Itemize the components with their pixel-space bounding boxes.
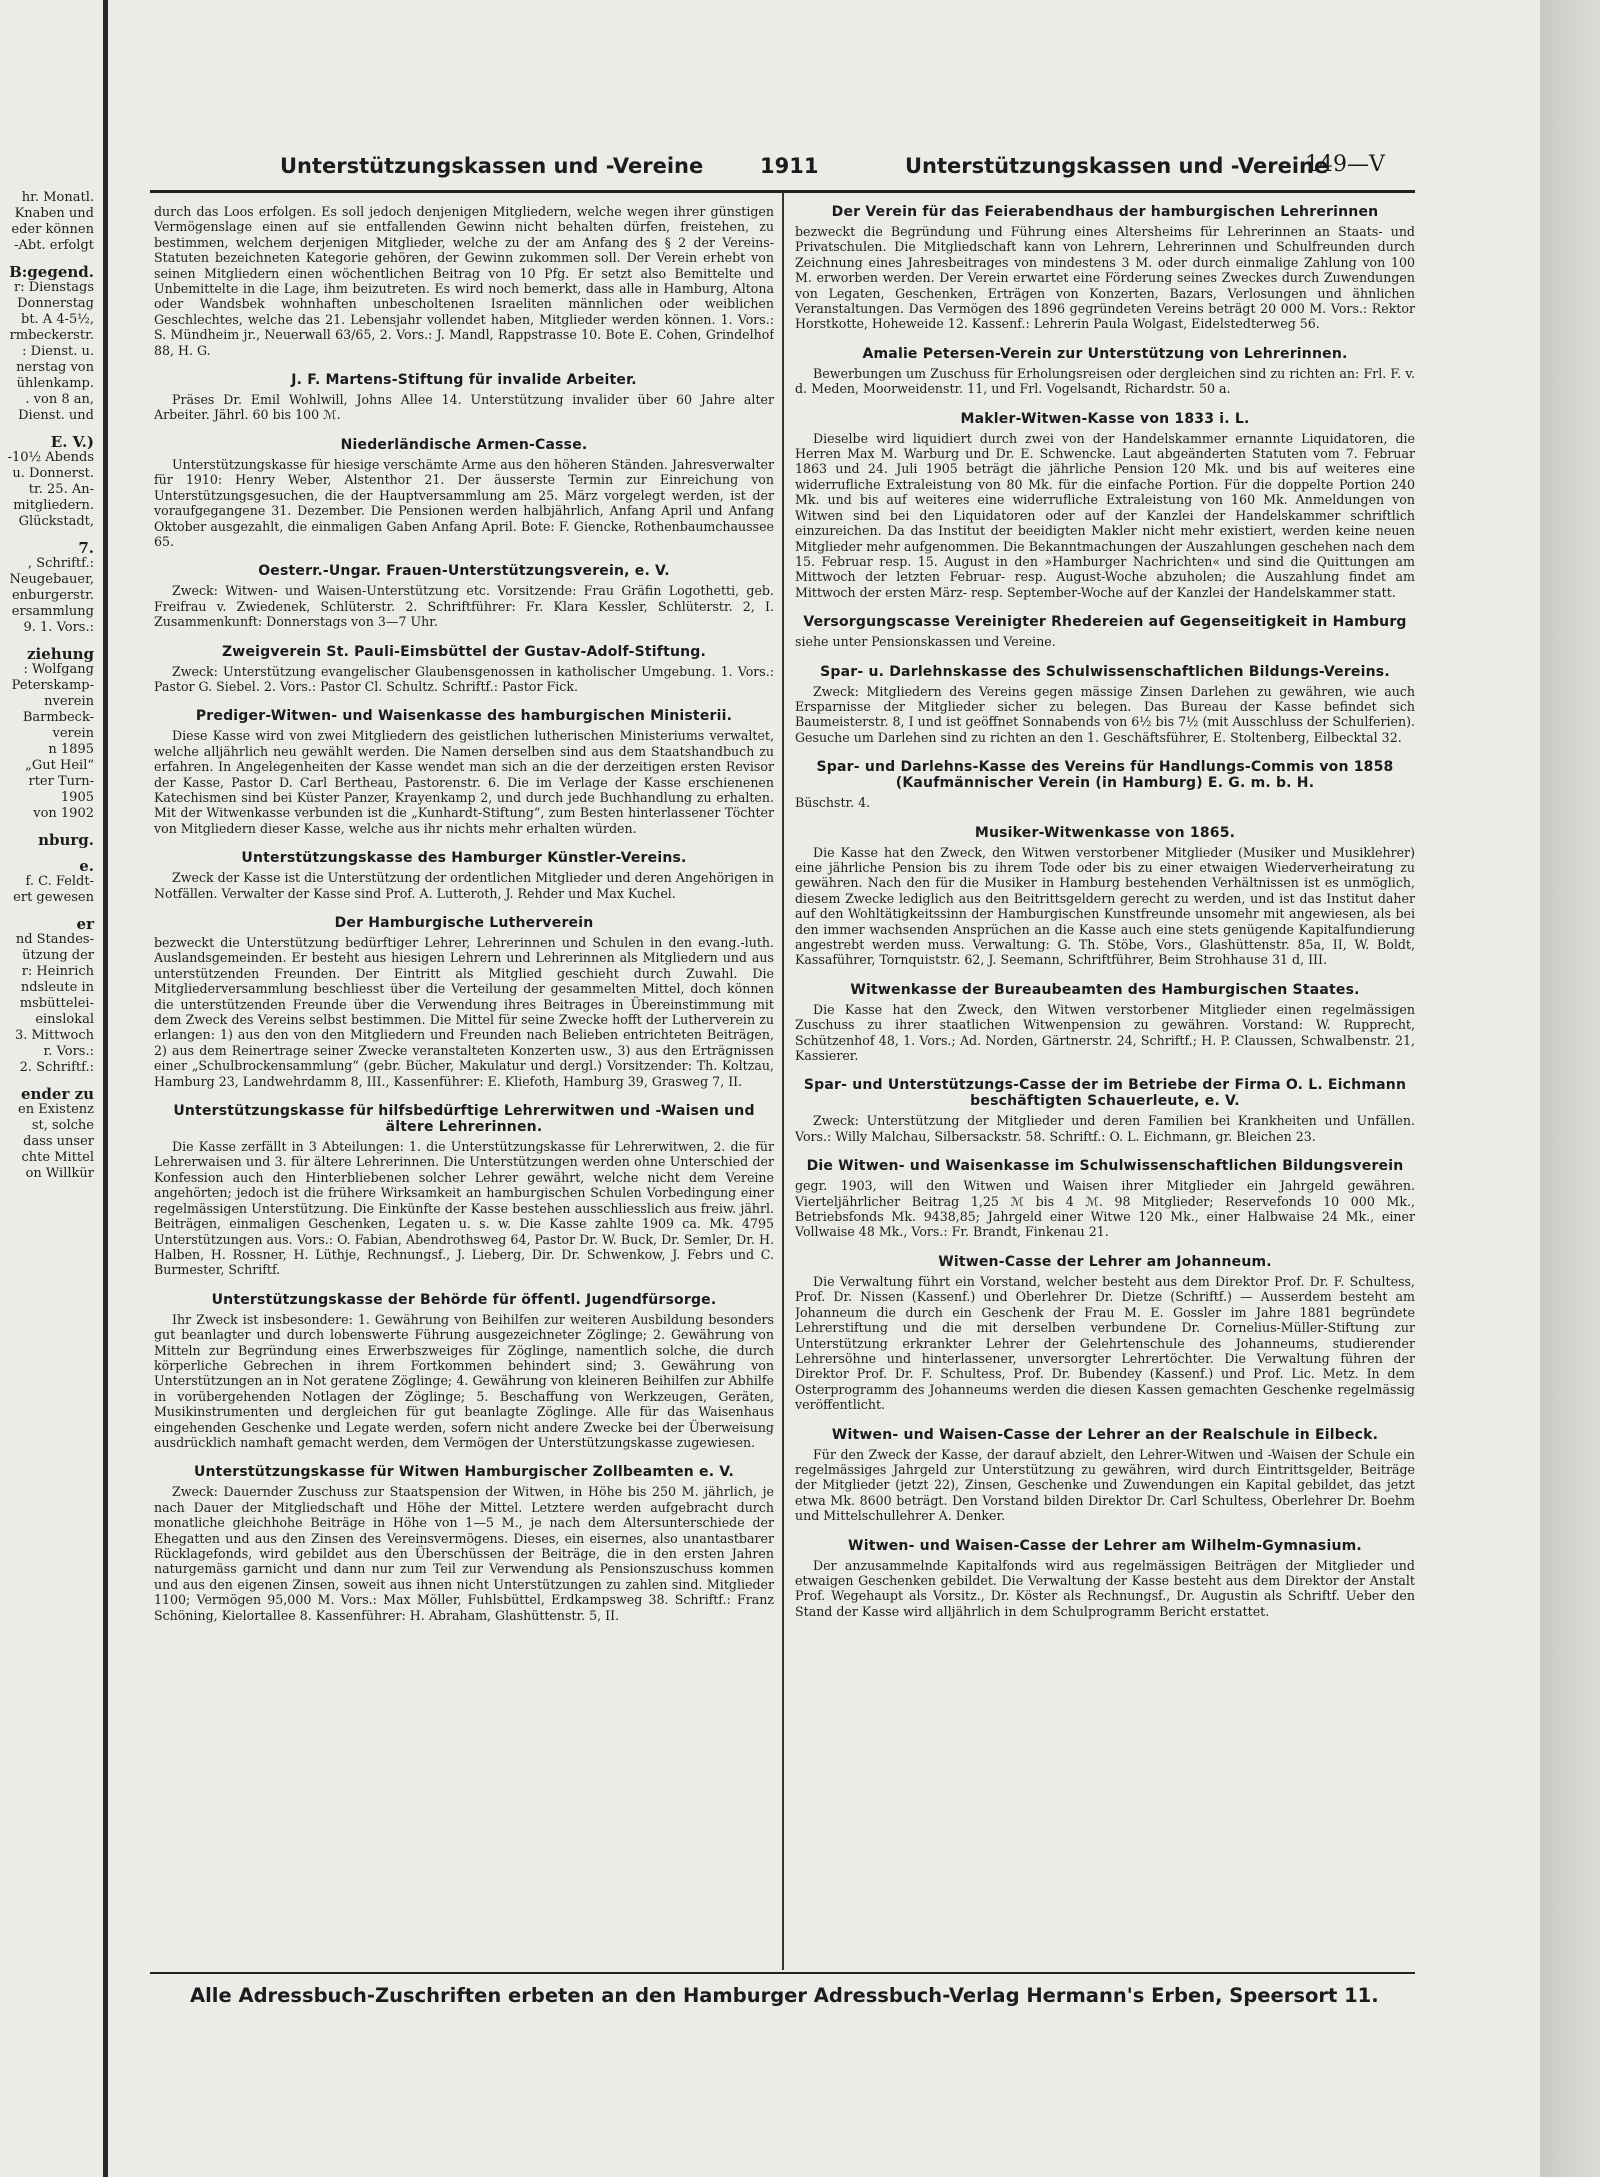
section-title: Witwenkasse der Bureaubeamten des Hamburgischen Staates. bbox=[850, 981, 1360, 998]
fragment-line: enburgerstr. bbox=[11, 588, 94, 603]
fragment-line: verein bbox=[52, 726, 94, 741]
fragment-line: „Gut Heil“ bbox=[25, 758, 94, 773]
fragment-line: 3. Mittwoch bbox=[14, 1028, 94, 1043]
fragment-line: e. bbox=[79, 857, 94, 875]
footer-notice: Alle Adressbuch-Zuschriften erbeten an den Hamburger Adressbuch-Verlag Hermann's Erben, Speersort 11. bbox=[190, 1984, 1379, 2007]
column-divider bbox=[782, 192, 784, 1970]
fragment-line: f. C. Feldt- bbox=[25, 874, 94, 889]
fragment-line: Dienst. und bbox=[18, 408, 94, 423]
section-title: Die Witwen- und Waisenkasse im Schulwissenschaftlichen Bildungsverein bbox=[806, 1158, 1404, 1175]
fragment-line: ndsleute in bbox=[20, 980, 94, 995]
section-text: Zweck: Unterstützung evangelischer Glaubensgenossen in katholischer Umgebung. 1. Vors.: Pastor G. Siebel. 2. Vors.: Pastor Cl. Schultz. Schriftf.: Pastor Fick. bbox=[154, 663, 774, 694]
fragment-line: Glückstadt, bbox=[18, 514, 94, 529]
fragment-line: nd Standes- bbox=[15, 932, 94, 947]
fragment-line: 7. bbox=[78, 539, 94, 557]
section-title: Unterstützungskasse für hilfsbedürftige Lehrerwitwen und -Waisen und ältere Lehrerinnen. bbox=[173, 1103, 755, 1136]
fragment-line: 9. 1. Vors.: bbox=[23, 620, 94, 635]
section-title: Unterstützungskasse der Behörde für öffentl. Jugendfürsorge. bbox=[211, 1291, 717, 1308]
section-title: Spar- und Darlehns-Kasse des Vereins für Handlungs-Commis von 1858 (Kaufmännischer Verein (in Hamburg) E. G. m. b. H. bbox=[816, 759, 1394, 792]
section-title: Der Verein für das Feierabendhaus der hamburgischen Lehrerinnen bbox=[831, 204, 1379, 220]
section-text: Der anzusammelnde Kapitalfonds wird aus regelmässigen Beiträgen der Mitglieder und etwaigen Geschenken gebildet. Die Verwaltung der Kasse besteht aus dem Direktor der Anstalt Prof. Wegehaupt als Vorsitz., Dr. Köster als Rechnungsf., Dr. Augustin als Schriftf. Ueber den Stand der Kasse wird alljährlich in dem Schulprogramm Bericht erstattet. bbox=[795, 1557, 1415, 1619]
section-title: Zweigverein St. Pauli-Eimsbüttel der Gustav-Adolf-Stiftung. bbox=[221, 643, 707, 660]
fragment-line: u. Donnerst. bbox=[12, 466, 94, 481]
fragment-line: E. V.) bbox=[50, 433, 94, 451]
fragment-line: msbüttelei- bbox=[19, 996, 94, 1011]
fragment-line: en Existenz bbox=[18, 1102, 94, 1117]
fragment-line: r. Vors.: bbox=[43, 1044, 94, 1059]
section-title: Unterstützungskasse des Hamburger Künstler-Vereins. bbox=[241, 850, 687, 867]
header-year: 1911 bbox=[760, 154, 819, 178]
footer-rule bbox=[150, 1972, 1415, 1974]
section-text: bezweckt die Unterstützung bedürftiger Lehrer, Lehrerinnen und Schulen in den evang.-luth. Auslandsgemeinden. Er besteht aus hiesigen Lehrern und Lehrerinnen als Mitgliedern und aus unterstützenden Freunden. Der Eintritt als Mitglied geschieht durch Zuwahl. Die Mitgliederversammlung beschliesst über die Verteilung der gesammelten Mittel, doch können die unterstützenden Freunde über die Verwendung ihres Beitrages in Übereinstimmung mit dem Zweck des Vereins selbst bestimmen. Die Mittel für seine Zwecke hofft der Lutherverein zu erlangen: 1) aus den von den Mitgliedern und Freunden nach Belieben entrichteten Beiträgen, 2) aus dem Reinertrage seiner Zwecke veranstalteten Konzerten usw., 3) aus den Erträgnissen einer „Schulbrockensammlung“ (gebr. Bücher, Makulatur und dergl.) Vorsitzender: Th. Koltzau, Hamburg 23, Landwehrdamm 8, III., Kassenführer: E. Kliefoth, Hamburg 39, Grasweg 7, II. bbox=[154, 935, 774, 1089]
section-text: siehe unter Pensionskassen und Vereine. bbox=[795, 634, 1056, 650]
fragment-line: B:gegend. bbox=[9, 263, 94, 281]
binding-fold-line bbox=[103, 0, 108, 2177]
section-text: Zweck: Unterstützung der Mitglieder und deren Familien bei Krankheiten und Unfällen. Vors.: Willy Malchau, Silbersackstr. 58. Schriftf.: O. L. Eichmann, gr. Bleichen 23. bbox=[795, 1113, 1415, 1144]
section-text: Die Kasse hat den Zweck, den Witwen verstorbener Mitglieder (Musiker und Musiklehrer) eine jährliche Pension bis zu ihrem Tode oder bis zu einer etwaigen Wiederverheiratung zu gewähren. Nach den für die Musiker in Hamburg bestehenden Verhältnissen ist es unmöglich, diesem Zwecke lediglich aus den Beitrittsgeldern gerecht zu werden, und ist das Institut daher auf den Wohltätigkeitssinn der Hamburgischen Kunstfreunde unsomehr mit angewiesen, als bei den immer wachsenden Ansprüchen an die Kasse auch eine stets genügende Kapitalfundierung angestrebt werden muss. Verwaltung: G. Th. Stöbe, Vors., Glashüttenstr. 85a, II, W. Boldt, Kassaführer, Tornquiststr. 62, J. Seemann, Schriftführer, Beim Strohhause 31 d, III. bbox=[795, 844, 1415, 968]
section-title: Spar- und Unterstützungs-Casse der im Betriebe der Firma O. L. Eichmann beschäftigten Schauerleute, e. V. bbox=[803, 1077, 1407, 1110]
section-title: Der Hamburgische Lutherverein bbox=[334, 915, 594, 931]
section-text: Für den Zweck der Kasse, der darauf abzielt, den Lehrer-Witwen und -Waisen der Schule ein regelmässiges Jahrgeld zur Unterstützung zu gewähren, wird durch Eintrittsgelder, Beiträge der Mitglieder (jetzt 22), Zinsen, Geschenke und Zuwendungen ein Kapital gebildet, das jetzt etwa Mk. 8600 beträgt. Den Vorstand bilden Direktor Dr. Carl Schultess, Oberlehrer Dr. Boehm und Mittelschullehrer A. Denker. bbox=[795, 1446, 1415, 1524]
fragment-line: dass unser bbox=[23, 1134, 94, 1149]
section-text: Zweck der Kasse ist die Unterstützung der ordentlichen Mitglieder und deren Angehörigen in Notfällen. Verwalter der Kasse sind Prof. A. Lutteroth, J. Rehder und Max Kuchel. bbox=[154, 870, 774, 901]
section-text: Zweck: Witwen- und Waisen-Unterstützung etc. Vorsitzende: Frau Gräfin Logothetti, geb. Freifrau v. Zwiedenek, Schlüterstr. 2. Schriftführer: Fr. Klara Kessler, Schlüterstr. 2, I. Zusammenkunft: Donnerstags von 3—7 Uhr. bbox=[154, 583, 774, 630]
section-text: Büschstr. 4. bbox=[795, 795, 871, 811]
fragment-line: nverein bbox=[44, 694, 94, 709]
fragment-line: r: Dienstags bbox=[13, 280, 94, 295]
section-text: Präses Dr. Emil Wohlwill, Johns Allee 14. Unterstützung invalider über 60 Jahre alter Arbeiter. Jährl. 60 bis 100 ℳ. bbox=[154, 392, 774, 423]
fragment-line: Neugebauer, bbox=[9, 572, 94, 587]
section-text: Die Verwaltung führt ein Vorstand, welcher besteht aus dem Direktor Prof. Dr. F. Schultess, Prof. Dr. Nissen (Kassenf.) und Oberlehrer Dr. Dietze (Schriftf.) — Ausserdem besteht am Johanneum die durch ein Geschenk der Frau M. E. Gossler im Jahre 1881 begründete Lehrerstiftung und die mit derselben verbundene Dr. Cornelius-Müller-Stiftung zur Unterstützung erkrankter Lehrer der Gelehrtenschule des Johanneums, studierender Lehrersöhne und hinterlassener, unversorgter Lehrertöchter. Die Verwaltung führen der Direktor Prof. Dr. F. Schultess, Prof. Dr. Bubendey (Kassenf.) und Prof. Lic. Metz. In dem Osterprogramm des Johanneums werden die diesen Kassen gemachten Geschenke regelmässig veröffentlicht. bbox=[795, 1273, 1415, 1413]
section-text: Unterstützungskasse für hiesige verschämte Arme aus den höheren Ständen. Jahresverwalter für 1910: Henry Weber, Alstenthor 21. Der äusserste Termin zur Einreichung von Unterstützungsgesuchen, die der Hauptversammlung am 25. März vorgelegt werden, ist der voraufgegangene 31. Dezember. Die Pensionen werden halbjährlich, Anfang April und Anfang Oktober ausgezahlt, die einmaligen Gaben Anfang April. Bote: F. Giencke, Rothenbaumchaussee 65. bbox=[154, 456, 774, 549]
fragment-line: Knaben und bbox=[14, 206, 94, 221]
section-text: durch das Loos erfolgen. Es soll jedoch denjenigen Mitgliedern, welche wegen ihrer günstigen Vermögenslage einen auf sie entfallenden Gewinn nicht behalten dürfen, freistehen, zu bestimmen, welchem derjenigen Mitglieder, welche zu der am Anfang des § 2 der Vereins-Statuten bezeichneten Kategorie gehören, der Gewinn zukommen soll. Der Verein erhebt von seinen Mitgliedern einen wöchentlichen Beitrag von 10 Pfg. Er setzt also Bemittelte und Unbemittelte in die Lage, ihm beizutreten. Es wird noch bemerkt, dass alle in Hamburg, Altona oder Wandsbek wohnhaften unbescholtenen Israeliten männlichen oder weiblichen Geschlechtes, welche das 21. Lebensjahr vollendet haben, Mitglieder werden können. 1. Vors.: S. Mündheim jr., Neuerwall 63/65, 2. Vors.: J. Mandl, Rappstrasse 10. Bote E. Cohen, Grindelhof 88, H. G. bbox=[154, 204, 774, 358]
fragment-line: rter Turn- bbox=[28, 774, 94, 789]
fragment-line: eder können bbox=[11, 222, 94, 237]
left-page-fragment bbox=[0, 190, 100, 1990]
section-text: Dieselbe wird liquidiert durch zwei von der Handelskammer ernannte Liquidatoren, die Herren Max M. Warburg und Dr. E. Schwencke. Laut abgeänderten Statuten vom 7. Februar 1863 und 24. Juli 1905 beträgt die jährliche Pension 120 Mk. und bis auf weiteres eine widerrufliche Extraleistung von 80 Mk. für die einfache Portion. Für die doppelte Portion 240 Mk. und bis auf weiteres eine widerrufliche Extraleistung von 160 Mk. Anmeldungen von Witwen sind bei den Liquidatoren oder auf der Kanzlei der Handelskammer schriftlich einzureichen. Da das Institut der beeidigten Makler nicht mehr existiert, werden keine neuen Mitglieder mehr aufgenommen. Die Bekanntmachungen der Auszahlungen geschehen nach dem 15. Februar resp. 15. August in den »Hamburger Nachrichten« und sind die Quittungen am Mittwoch der letzten Februar- resp. August-Woche abzuholen; die Auszahlung findet am Mittwoch der ersten März- resp. September-Woche auf der Kanzlei der Handelskammer statt. bbox=[795, 430, 1415, 600]
section-title: J. F. Martens-Stiftung für invalide Arbeiter. bbox=[291, 372, 637, 389]
section-title: Niederländische Armen-Casse. bbox=[340, 436, 588, 453]
fragment-line: , Schriftf.: bbox=[27, 556, 94, 571]
fragment-line: n 1895 bbox=[48, 742, 94, 757]
fragment-line: nburg. bbox=[38, 831, 94, 849]
page-edge-shadow bbox=[1540, 0, 1600, 2177]
fragment-line: er bbox=[76, 915, 94, 933]
fragment-line: 2. Schriftf.: bbox=[19, 1060, 94, 1075]
fragment-line: einslokal bbox=[35, 1012, 94, 1027]
fragment-line: Peterskamp- bbox=[11, 678, 94, 693]
fragment-line: chte Mittel bbox=[21, 1150, 94, 1165]
section-text: bezweckt die Begründung und Führung eines Altersheims für Lehrerinnen an Staats- und Privatschulen. Die Mitgliedschaft kann von Lehrern, Lehrerinnen und Schulfreunden durch Zeichnung eines Jahresbeitrages von mindestens 3 M. oder durch einmalige Zahlung von 100 M. erworben werden. Der Verein erwartet eine Förderung seines Zweckes durch Zuwendungen von Legaten, Geschenken, Erträgen von Konzerten, Bazars, Verlosungen und ähnlichen Veranstaltungen. Das Vermögen des 1896 gegründeten Vereins beträgt 20 000 M. Vors.: Rektor Horstkotte, Hoheweide 12. Kassenf.: Lehrerin Paula Wolgast, Eidelstedterweg 56. bbox=[795, 224, 1415, 332]
fragment-line: . von 8 an, bbox=[25, 392, 94, 407]
fragment-line: ühlenkamp. bbox=[16, 376, 94, 391]
fragment-line: -Abt. erfolgt bbox=[14, 238, 94, 253]
fragment-line: 1905 bbox=[60, 790, 94, 805]
fragment-line: von 1902 bbox=[33, 806, 94, 821]
page-number: 149—V bbox=[1305, 152, 1385, 177]
section-title: Witwen- und Waisen-Casse der Lehrer am Wilhelm-Gymnasium. bbox=[848, 1537, 1362, 1554]
fragment-line: -10½ Abends bbox=[7, 450, 94, 465]
section-title: Amalie Petersen-Verein zur Unterstützung von Lehrerinnen. bbox=[862, 345, 1348, 362]
section-text: Bewerbungen um Zuschuss für Erholungsreisen oder dergleichen sind zu richten an: Frl. F. v. d. Meden, Moorweidenstr. 11, und Frl. Vogelsandt, Richardstr. 50 a. bbox=[795, 365, 1415, 397]
fragment-line: hr. Monatl. bbox=[21, 190, 94, 205]
fragment-line: mitgliedern. bbox=[13, 498, 94, 513]
fragment-line: ersammlung bbox=[11, 604, 94, 619]
fragment-line: Donnerstag bbox=[17, 296, 94, 311]
fragment-line: ziehung bbox=[27, 645, 94, 663]
section-title: Musiker-Witwenkasse von 1865. bbox=[974, 824, 1236, 841]
left-column bbox=[154, 204, 774, 1964]
section-text: Zweck: Mitgliedern des Vereins gegen mässige Zinsen Darlehen zu gewähren, wie auch Ersparnisse der Mitglieder sicher zu belegen. Das Bureau der Kasse befindet sich Baumeisterstr. 8, I und ist geöffnet Sonnabends von 6½ bis 7½ (mit Ausschluss der Schulferien). Gesuche um Darlehen sind zu richten an den 1. Geschäftsführer, E. Stoltenberg, Eilbecktal 32. bbox=[795, 683, 1415, 745]
section-title: Witwen- und Waisen-Casse der Lehrer an der Realschule in Eilbeck. bbox=[831, 1426, 1379, 1443]
section-title: Spar- u. Darlehnskasse des Schulwissenschaftlichen Bildungs-Vereins. bbox=[820, 663, 1390, 680]
section-title: Oesterr.-Ungar. Frauen-Unterstützungsverein, e. V. bbox=[258, 563, 670, 580]
section-title: Prediger-Witwen- und Waisenkasse des hamburgischen Ministerii. bbox=[195, 708, 733, 725]
fragment-line: rmbeckerstr. bbox=[9, 328, 94, 343]
fragment-line: Barmbeck- bbox=[22, 710, 94, 725]
fragment-line: ützung der bbox=[22, 948, 94, 963]
section-title: Versorgungscasse Vereinigter Rhedereien auf Gegenseitigkeit in Hamburg bbox=[803, 614, 1407, 631]
section-title: Witwen-Casse der Lehrer am Johanneum. bbox=[938, 1253, 1272, 1270]
section-text: Die Kasse hat den Zweck, den Witwen verstorbener Mitglieder einen regelmässigen Zuschuss zu ihrer staatlichen Witwenpension zu gewähren. Vorstand: W. Rupprecht, Schützenhof 48, 1. Vors.; Ad. Norden, Gärtnerstr. 24, Schriftf.; H. P. Claussen, Schwalbenstr. 21, Kassierer. bbox=[795, 1001, 1415, 1064]
header-left-title: Unterstützungskassen und -Vereine bbox=[280, 154, 704, 178]
section-text: Diese Kasse wird von zwei Mitgliedern des geistlichen lutherischen Ministeriums verwaltet, welche alljährlich neu gewählt werden. Die Namen derselben sind aus dem Staatshandbuch zu erfahren. In Angelegenheiten der Kasse wendet man sich an die der derzeitigen ersten Revisor der Kasse, Pastor D. Carl Bertheau, Pastorenstr. 6. Die im Verlage der Kasse erschienenen Katechismen sind bei Küster Panzer, Krayenkamp 2, und durch jede Buchhandlung zu erhalten. Mit der Witwenkasse verbunden ist die „Kunhardt-Stiftung“, zum Besten hinterlassener Töchter von Mitgliedern dieser Kasse, welche aus ihr nichts mehr erhalten würden. bbox=[154, 728, 774, 836]
fragment-line: nerstag von bbox=[16, 360, 94, 375]
fragment-line: st, solche bbox=[31, 1118, 94, 1133]
right-column bbox=[795, 204, 1415, 1964]
section-text: Die Kasse zerfällt in 3 Abteilungen: 1. die Unterstützungskasse für Lehrerwitwen, 2. die für Lehrerwaisen und 3. für ältere Lehrerinnen. Die Unterstützungen werden ohne Unterschied der Konfession auch den Hinterbliebenen solcher Lehrer gewährt, welche nicht dem Vereine angehörten; jedoch ist die frühere Wirksamkeit an hamburgischen Schulen Vorbedingung einer regelmässigen Unterstützung. Die Einkünfte der Kasse bestehen ausschliesslich aus freiw. jährl. Beiträgen, einmaligen Geschenken, Legaten u. s. w. Die Kasse zahlte 1909 ca. Mk. 4795 Unterstützungen aus. Vors.: O. Fabian, Abendrothsweg 64, Pastor Dr. W. Buck, Dr. Semler, Dr. H. Halben, H. Rossner, H. Lüthje, Rechnungsf., J. Lieberg, Dir. Dr. Schwenkow, J. Febrs und C. Burmester, Schriftf. bbox=[154, 1139, 774, 1278]
fragment-line: bt. A 4-5½, bbox=[21, 312, 94, 327]
fragment-line: ert gewesen bbox=[13, 890, 94, 905]
section-text: Ihr Zweck ist insbesondere: 1. Gewährung von Beihilfen zur weiteren Ausbildung besonders gut beanlagter und durch lobenswerte Führung ausgezeichneter Zöglinge; 2. Gewährung von Mitteln zur Begründung eines Erwerbszweiges für Zöglinge, namentlich solche, die durch körperliche Gebrechen in ihrem Fortkommen behindert sind; 3. Gewährung von Unterstützungen an in Not geratene Zöglinge; 4. Gewährung von kleineren Beihilfen zur Abhilfe in vorübergehenden Notlagen der Zöglinge; 5. Beschaffung von Werkzeugen, Geräten, Musikinstrumenten und dergleichen für gut beanlagte Zöglinge. Alle für das Waisenhaus eingehenden Geschenke und Legate werden, sofern nicht andere Zwecke bei der Überweisung ausdrücklich namhaft gemacht werden, dem Vermögen der Unterstützungskasse zugewiesen. bbox=[154, 1311, 774, 1450]
fragment-line: : Dienst. u. bbox=[22, 344, 94, 359]
section-title: Unterstützungskasse für Witwen Hamburgischer Zollbeamten e. V. bbox=[193, 1464, 735, 1481]
section-title: Makler-Witwen-Kasse von 1833 i. L. bbox=[960, 410, 1250, 427]
section-text: Zweck: Dauernder Zuschuss zur Staatspension der Witwen, in Höhe bis 250 M. jährlich, je nach Dauer der Mitgliedschaft und Höhe der Mittel. Letztere werden aufgebracht durch monatliche gleichhohe Beiträge in Höhe von 1—5 M., je nach dem Altersunterschiede der Ehegatten und aus den Zinsen des Vereinsvermögens. Dieses, ein eisernes, also unantastbarer Rücklagefonds, wird gebildet aus den Überschüssen der Beiträge, die in den ersten Jahren naturgemäss garnicht und dann nur zum Teil zur Verwendung als Pensionszuschuss kommen und aus den eigenen Zinsen, soweit aus ihnen nicht Unterstützungen zu zahlen sind. Mitglieder 1100; Vermögen 95,000 M. Vors.: Max Möller, Fuhlsbüttel, Erdkampsweg 38. Schriftf.: Franz Schöning, Kielortallee 8. Kassenführer: H. Abraham, Glashüttenstr. 5, II. bbox=[154, 1484, 774, 1623]
fragment-line: : Wolfgang bbox=[23, 662, 94, 677]
fragment-line: ender zu bbox=[20, 1085, 94, 1103]
header-right-title: Unterstützungskassen und -Vereine bbox=[905, 154, 1329, 178]
section-text: gegr. 1903, will den Witwen und Waisen ihrer Mitglieder ein Jahrgeld gewähren. Vierteljährlicher Beitrag 1,25 ℳ bis 4 ℳ. 98 Mitglieder; Reservefonds 10 000 Mk., Betriebsfonds Mk. 9438,85; Jahrgeld einer Witwe 120 Mk., einer Halbwaise 24 Mk., einer Vollwaise 48 Mk., Vors.: Fr. Brandt, Finkenau 21. bbox=[795, 1178, 1415, 1240]
page-header bbox=[150, 148, 1412, 188]
fragment-line: tr. 25. An- bbox=[28, 482, 94, 497]
fragment-line: on Willkür bbox=[25, 1166, 94, 1181]
fragment-line: r: Heinrich bbox=[21, 964, 94, 979]
